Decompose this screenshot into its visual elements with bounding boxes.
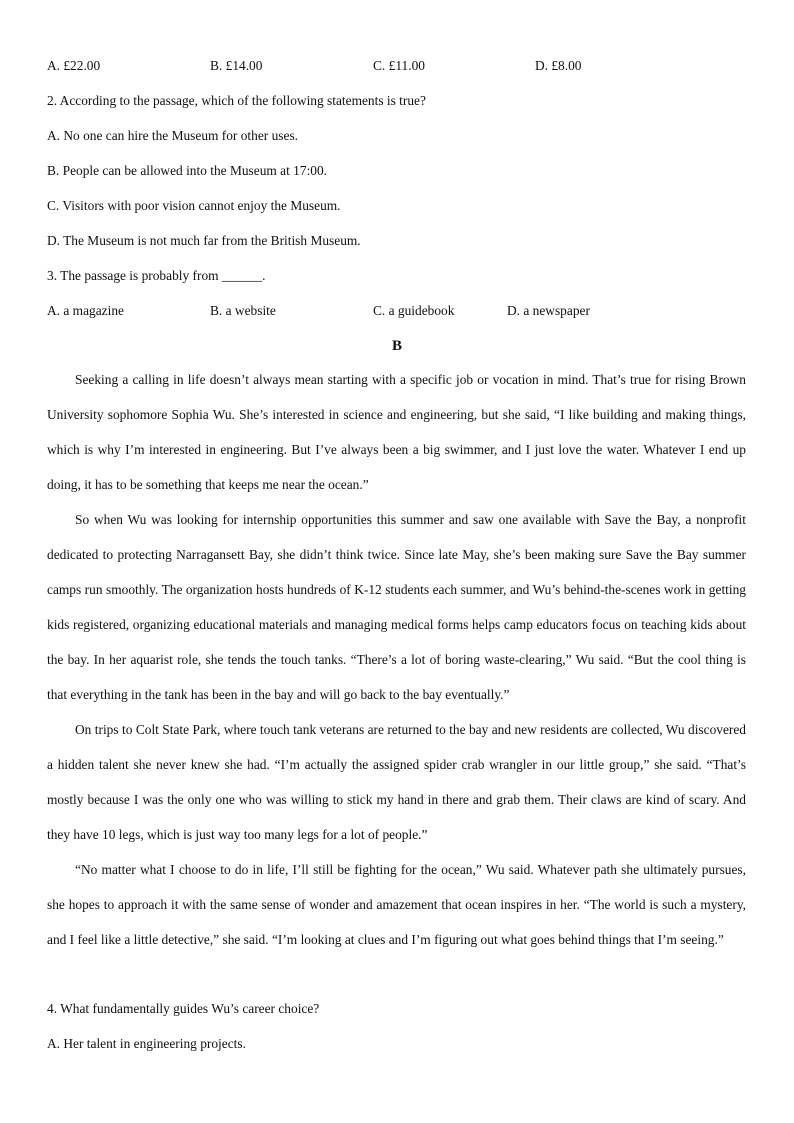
- q2-option-a: A. No one can hire the Museum for other uses.: [47, 128, 299, 143]
- q4-stem: 4. What fundamentally guides Wu’s career choice?: [47, 1001, 320, 1016]
- q1-option-c: C. £11.00: [373, 58, 425, 73]
- q3-option-a: A. a magazine: [47, 303, 124, 318]
- q2-option-b: B. People can be allowed into the Museum at 17:00.: [47, 163, 328, 178]
- q3-option-c: C. a guidebook: [373, 303, 455, 318]
- section-b-passage: [47, 362, 746, 957]
- passage-paragraph-2: So when Wu was looking for internship opportunities this summer and saw one available with Save the Bay, a nonprofit dedicated to protecting Narragansett Bay, she didn’t think twice. Since late May, she’s been making sure Save the Bay summer camps run smoothly. The organization hosts hundreds of K-12 students each summer, and Wu’s behind-the-scenes work in getting kids registered, organizing educational materials and managing medical forms helps camp educators focus on teaching kids about the bay. In her aquarist role, she tends the touch tanks. “There’s a lot of boring waste-clearing,” Wu said. “But the cool thing is that everything in the tank has been in the bay and will go back to the bay eventually.”: [47, 512, 746, 702]
- passage-paragraph-4: “No matter what I choose to do in life, I’ll still be fighting for the ocean,” Wu said. Whatever path she ultimately pursues, she hopes to approach it with the same sense of wonder and amazement that ocean inspires in her. “The world is such a mystery, and I feel like a little detective,” she said. “I’m looking at clues and I’m figuring out what goes behind things that I’m seeing.”: [47, 862, 746, 947]
- q3-stem: 3. The passage is probably from ______.: [47, 268, 266, 283]
- q2-stem: 2. According to the passage, which of the following statements is true?: [47, 93, 426, 108]
- q2-option-d: D. The Museum is not much far from the British Museum.: [47, 233, 361, 248]
- q1-option-d: D. £8.00: [535, 58, 582, 73]
- q2-option-c: C. Visitors with poor vision cannot enjoy the Museum.: [47, 198, 341, 213]
- section-b-title: B: [391, 338, 402, 354]
- passage-paragraph-3: On trips to Colt State Park, where touch tank veterans are returned to the bay and new residents are collected, Wu discovered a hidden talent she never knew she had. “I’m actually the assigned spider crab wrangler in our little group,” she said. “That’s mostly because I was the only one who was willing to stick my hand in there and grab them. Their claws are kind of scary. And they have 10 legs, which is just way too many legs for a lot of people.”: [47, 722, 746, 842]
- q1-option-a: A. £22.00: [47, 58, 101, 73]
- passage-paragraph-1: Seeking a calling in life doesn’t always mean starting with a specific job or vocation in mind. That’s true for rising Brown University sophomore Sophia Wu. She’s interested in science and engineering, but she said, “I like building and making things, which is why I’m interested in engineering. But I’ve always been a big swimmer, and I just love the water. Whatever I end up doing, it has to be something that keeps me near the ocean.”: [47, 372, 746, 492]
- q3-option-d: D. a newspaper: [507, 303, 590, 318]
- q4-option-a: A. Her talent in engineering projects.: [47, 1036, 246, 1051]
- q3-option-b: B. a website: [210, 303, 276, 318]
- q1-option-b: B. £14.00: [210, 58, 263, 73]
